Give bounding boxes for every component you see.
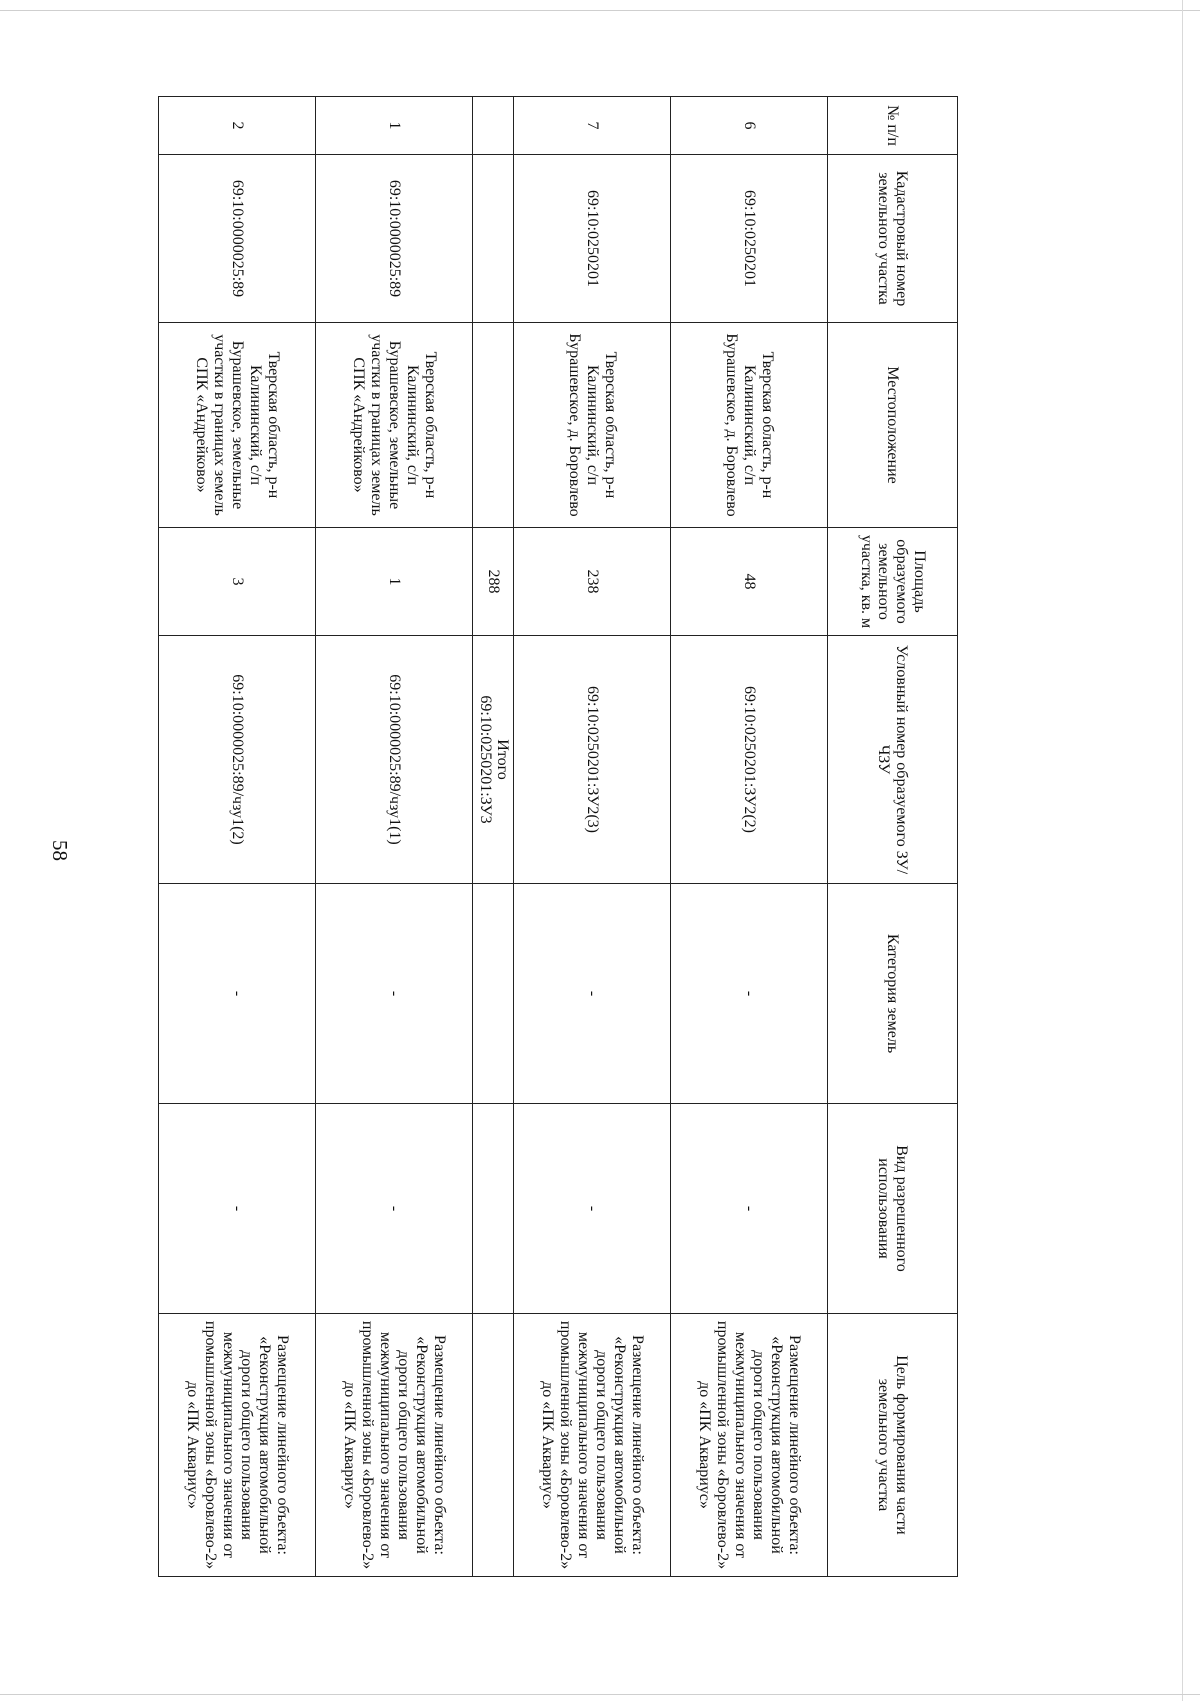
cell-area: 1 [316, 528, 473, 636]
cell-cadastral-number: 69:10:0250201 [671, 155, 828, 323]
cell-location: Тверская область, р-н Калининский, с/п Бурашевское, д. Боровлево [514, 323, 671, 528]
cell-conditional-number: 69:10:0250201:ЗУ2(2) [671, 636, 828, 884]
table-row [514, 97, 671, 1577]
cell-permitted-use: - [159, 1104, 316, 1314]
cell-area: 3 [159, 528, 316, 636]
table-header-row [828, 97, 958, 1577]
cell-empty [473, 1314, 514, 1577]
header-location: Местоположение [828, 323, 958, 528]
cell-location: Тверская область, р-н Калининский, с/п Бурашевское, земельные участки в границах земель СПК «Андрейково» [316, 323, 473, 528]
cell-number: 1 [316, 97, 473, 155]
land-plots-table [158, 96, 958, 1577]
cell-conditional-number: 69:10:0000025:89/чзу1(1) [316, 636, 473, 884]
cell-cadastral-number: 69:10:0250201 [514, 155, 671, 323]
cell-empty [473, 323, 514, 528]
cell-cadastral-number: 69:10:0000025:89 [316, 155, 473, 323]
cell-number: 2 [159, 97, 316, 155]
header-conditional-number: Условный номер образуемого ЗУ/ЧЗУ [828, 636, 958, 884]
cell-empty [473, 97, 514, 155]
cell-permitted-use: - [316, 1104, 473, 1314]
cell-cadastral-number: 69:10:0000025:89 [159, 155, 316, 323]
header-permitted-use: Вид разрешенного использования [828, 1104, 958, 1314]
page-number: 58 [48, 840, 72, 861]
table-row [159, 97, 316, 1577]
cell-total-label [473, 636, 514, 884]
cell-empty [473, 884, 514, 1104]
cell-land-category: - [671, 884, 828, 1104]
cell-purpose: Размещение линейного объекта: «Реконструкция автомобильной дороги общего пользования межмуниципального значения от промышленной зоны «Боровлево-2» до «ПК Аквариус» [159, 1314, 316, 1577]
header-area: Площадь образуемого земельного участка, кв. м [828, 528, 958, 636]
cell-empty [473, 155, 514, 323]
cell-location: Тверская область, р-н Калининский, с/п Бурашевское, земельные участки в границах земель СПК «Андрейково» [159, 323, 316, 528]
cell-location: Тверская область, р-н Калининский, с/п Бурашевское, д. Боровлево [671, 323, 828, 528]
header-land-category: Категория земель [828, 884, 958, 1104]
cell-permitted-use: - [671, 1104, 828, 1314]
cell-conditional-number: 69:10:0000025:89/чзу1(2) [159, 636, 316, 884]
table-total-row [473, 97, 514, 1577]
cell-purpose: Размещение линейного объекта: «Реконструкция автомобильной дороги общего пользования межмуниципального значения от промышленной зоны «Боровлево-2» до «ПК Аквариус» [671, 1314, 828, 1577]
cell-purpose: Размещение линейного объекта: «Реконструкция автомобильной дороги общего пользования межмуниципального значения от промышленной зоны «Боровлево-2» до «ПК Аквариус» [514, 1314, 671, 1577]
cell-permitted-use: - [514, 1104, 671, 1314]
cell-land-category: - [316, 884, 473, 1104]
cell-conditional-number: 69:10:0250201:ЗУ2(3) [514, 636, 671, 884]
cell-total-area: 288 [473, 528, 514, 636]
scan-edge-bottom [0, 1694, 1200, 1695]
cell-number: 6 [671, 97, 828, 155]
land-plots-table-wrapper [160, 96, 958, 1576]
cell-number: 7 [514, 97, 671, 155]
table-row [671, 97, 828, 1577]
cell-purpose: Размещение линейного объекта: «Реконструкция автомобильной дороги общего пользования межмуниципального значения от промышленной зоны «Боровлево-2» до «ПК Аквариус» [316, 1314, 473, 1577]
table-row [316, 97, 473, 1577]
cell-area: 238 [514, 528, 671, 636]
total-conditional-number: 69:10:0250201:ЗУ3 [477, 695, 494, 824]
header-cadastral-number: Кадастровый номер земельного участка [828, 155, 958, 323]
scan-edge-right [1182, 0, 1183, 1701]
cell-area: 48 [671, 528, 828, 636]
scan-edge-top [0, 10, 1200, 11]
cell-empty [473, 1104, 514, 1314]
total-label: Итого [493, 739, 511, 780]
cell-land-category: - [159, 884, 316, 1104]
header-number: № п/п [828, 97, 958, 155]
header-purpose: Цель формирования части земельного участка [828, 1314, 958, 1577]
cell-land-category: - [514, 884, 671, 1104]
